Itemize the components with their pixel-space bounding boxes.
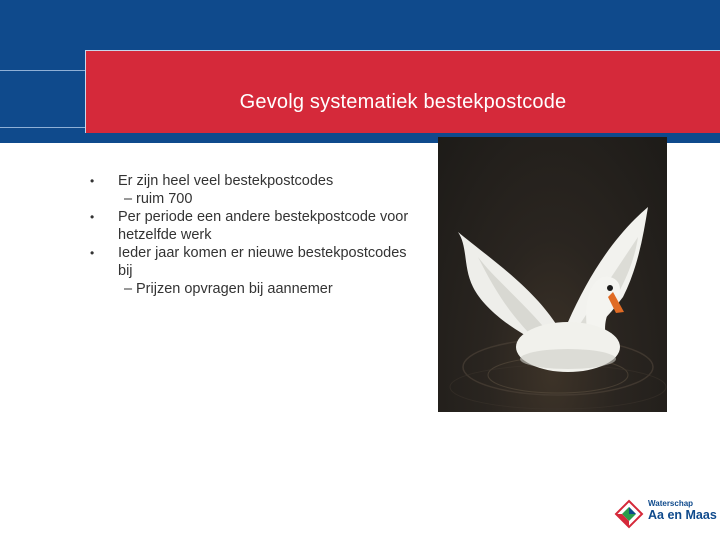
bullet-item bbox=[90, 172, 420, 190]
logo-big-text: Aa en Maas bbox=[648, 508, 717, 522]
bullet-text: Er zijn heel veel bestekpostcodes bbox=[118, 173, 334, 189]
bullet-text: Ieder jaar komen er nieuwe bestekpostcodes bij bbox=[118, 245, 407, 279]
dash-icon: – bbox=[124, 281, 133, 297]
frame-line-bottom bbox=[0, 127, 85, 128]
swan-illustration bbox=[438, 137, 667, 412]
page-number: 6 bbox=[704, 143, 708, 150]
sub-bullet-text: Prijzen opvragen bij aannemer bbox=[136, 281, 333, 297]
sub-bullet-item bbox=[90, 190, 420, 208]
bullet-list bbox=[90, 172, 420, 298]
bullet-dot-icon: • bbox=[90, 210, 95, 224]
swan-photo bbox=[438, 137, 667, 412]
bullet-dot-icon: • bbox=[90, 246, 95, 260]
sub-bullet-text: ruim 700 bbox=[136, 191, 193, 207]
title-box bbox=[85, 50, 720, 133]
bullet-text: Per periode een andere bestekpostcode voor hetzelfde werk bbox=[118, 209, 409, 243]
slide-title: Gevolg systematiek bestekpostcode bbox=[239, 91, 567, 113]
sub-bullet-item bbox=[90, 280, 420, 298]
frame-line-top bbox=[0, 70, 85, 71]
bullet-dot-icon: • bbox=[90, 174, 95, 188]
waterschap-logo bbox=[614, 497, 720, 533]
logo-small-text: Waterschap bbox=[648, 499, 694, 508]
bullet-item bbox=[90, 244, 420, 280]
bullet-item bbox=[90, 208, 420, 244]
dash-icon: – bbox=[124, 191, 133, 207]
logo-mark-icon bbox=[614, 499, 644, 529]
